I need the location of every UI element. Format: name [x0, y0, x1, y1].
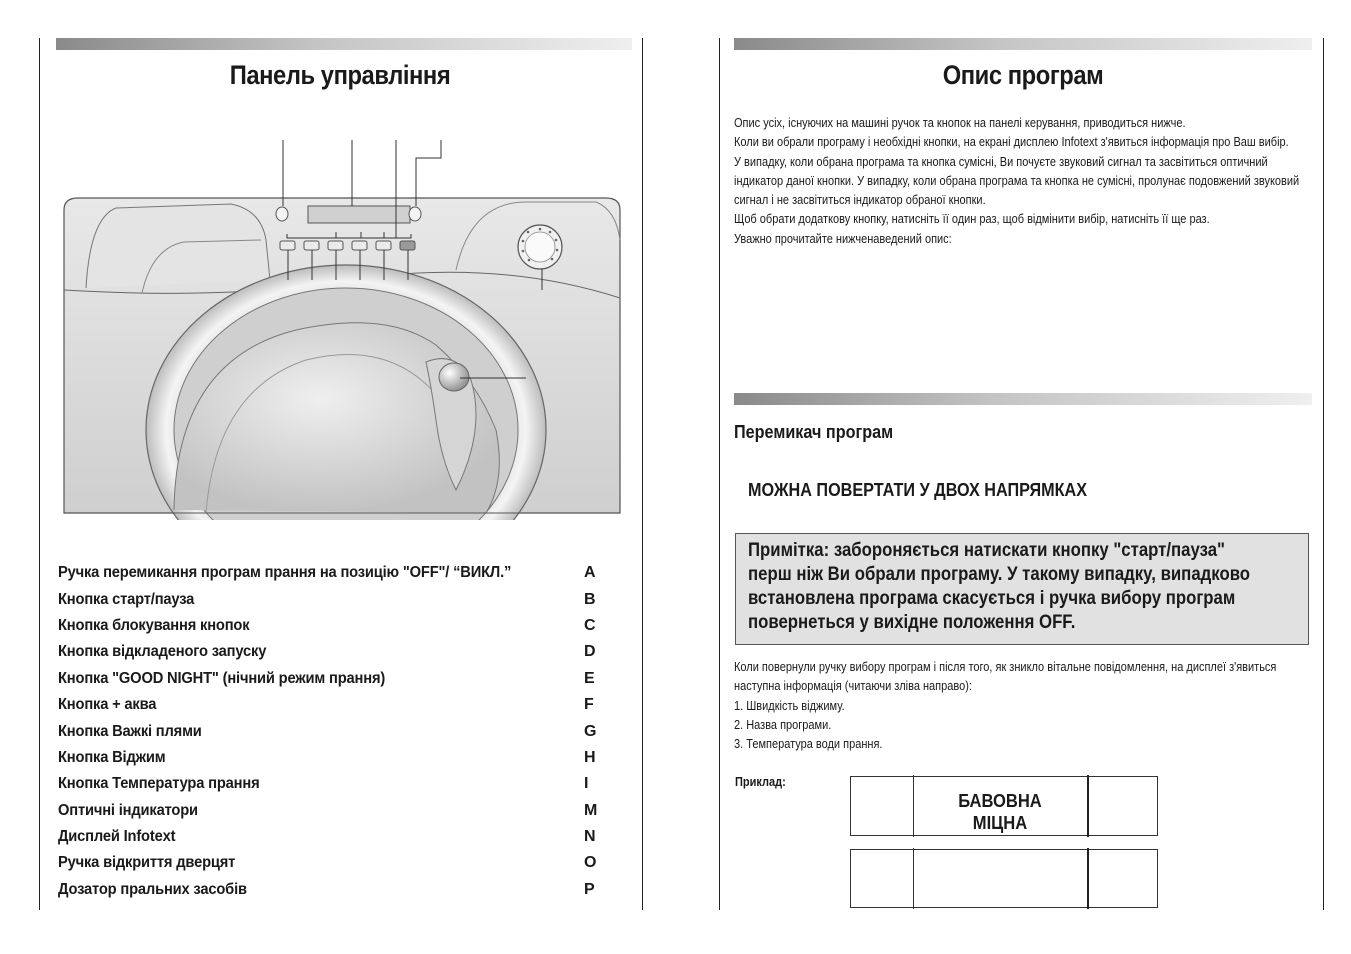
- rotation-note: МОЖНА ПОВЕРТАТИ У ДВОХ НАПРЯМКАХ: [748, 480, 1088, 500]
- center-line-right: [719, 38, 720, 910]
- left-header-bar: [56, 38, 632, 50]
- display-divider: [1087, 775, 1089, 837]
- display-line-1: БАВОВНА: [958, 791, 1042, 811]
- example-label: Приклад:: [735, 775, 786, 789]
- right-page-title: Опис програм: [942, 60, 1104, 90]
- legend-row: Кнопка Віджим H: [58, 748, 596, 766]
- legend-row: Кнопка блокування кнопок C: [58, 616, 596, 634]
- legend-row: Кнопка відкладеного запуску D: [58, 643, 596, 661]
- display-divider: [913, 848, 914, 909]
- warning-note-box: [735, 533, 1309, 645]
- legend-row: Кнопка старт/пауза B: [58, 590, 596, 608]
- left-margin-line: [39, 38, 40, 910]
- example-display: [850, 776, 1158, 836]
- left-page-title: Панель управління: [229, 60, 451, 90]
- legend-row: Кнопка Температура прання I: [58, 775, 589, 793]
- center-line-left: [642, 38, 643, 910]
- legend-row: Дисплей Infotext N: [58, 828, 596, 846]
- display-info-text: [734, 658, 1315, 754]
- legend-row: Кнопка "GOOD NIGHT" (нічний режим прання) E: [58, 669, 595, 687]
- warning-note-text: Примітка: забороняється натискати кнопку "старт/пауза" перш ніж Ви обрали програму. У такому випадку, випадково встановлена програма скасується і ручка вибору програм повернеться у вихідне положення OFF.: [748, 539, 1251, 633]
- info-list-item: 3. Температура води прання.: [734, 737, 883, 752]
- washing-machine-illustration: [56, 130, 636, 520]
- intro-paragraph: Коли ви обрали програму і необхідні кнопки, на екрані дисплею Infotext з'явиться інформація про Ваш вибір.: [734, 135, 1289, 150]
- display-program-name: [913, 790, 1087, 834]
- legend-row: Дозатор пральних засобів P: [58, 880, 595, 898]
- legend-row: Оптичні індикатори M: [58, 801, 598, 819]
- legend-row: Ручка перемикання програм прання на позицію "OFF"/ “ВИКЛ.” A: [58, 564, 596, 582]
- control-panel-legend: [58, 560, 598, 903]
- intro-paragraph: Опис усіх, існуючих на машині ручок та кнопок на панелі керування, приводиться нижче.: [734, 116, 1186, 130]
- legend-row: Ручка відкриття дверцят O: [58, 854, 597, 872]
- example-display-blank: [850, 849, 1158, 908]
- info-list-item: 2. Назва програми.: [734, 717, 832, 732]
- intro-paragraph: Уважно прочитайте нижченаведений опис:: [734, 231, 952, 246]
- intro-paragraph: У випадку, коли обрана програма та кнопка сумісні, Ви почуєте звуковий сигнал та засвітиться оптичний індикатор даної кнопки. У випадку, коли обрана програма та кнопка не сумісні, пролунає подовжений звуковий сигнал і не засвітиться індикатор обраної кнопки.: [734, 154, 1300, 208]
- legend-row: Кнопка + аква F: [58, 696, 594, 714]
- display-line-2: МІЦНА: [972, 813, 1028, 833]
- display-divider: [1087, 848, 1089, 909]
- right-margin-line: [1323, 38, 1324, 910]
- info-list-item: 1. Швидкість віджиму.: [734, 698, 845, 713]
- section-title: Перемикач програм: [734, 422, 894, 442]
- intro-text: [734, 114, 1315, 249]
- right-header-bar: [734, 38, 1312, 50]
- intro-paragraph: Щоб обрати додаткову кнопку, натисніть її один раз, щоб відмінити вибір, натисніть її ще раз.: [734, 212, 1210, 227]
- section-divider-bar: [734, 393, 1312, 405]
- legend-row: Кнопка Важкі плями G: [58, 722, 597, 740]
- info-paragraph: Коли повернули ручку вибору програм і після того, як зникло вітальне повідомлення, на дисплеї з'явиться наступна інформація (читаючи зліва направо):: [734, 660, 1277, 694]
